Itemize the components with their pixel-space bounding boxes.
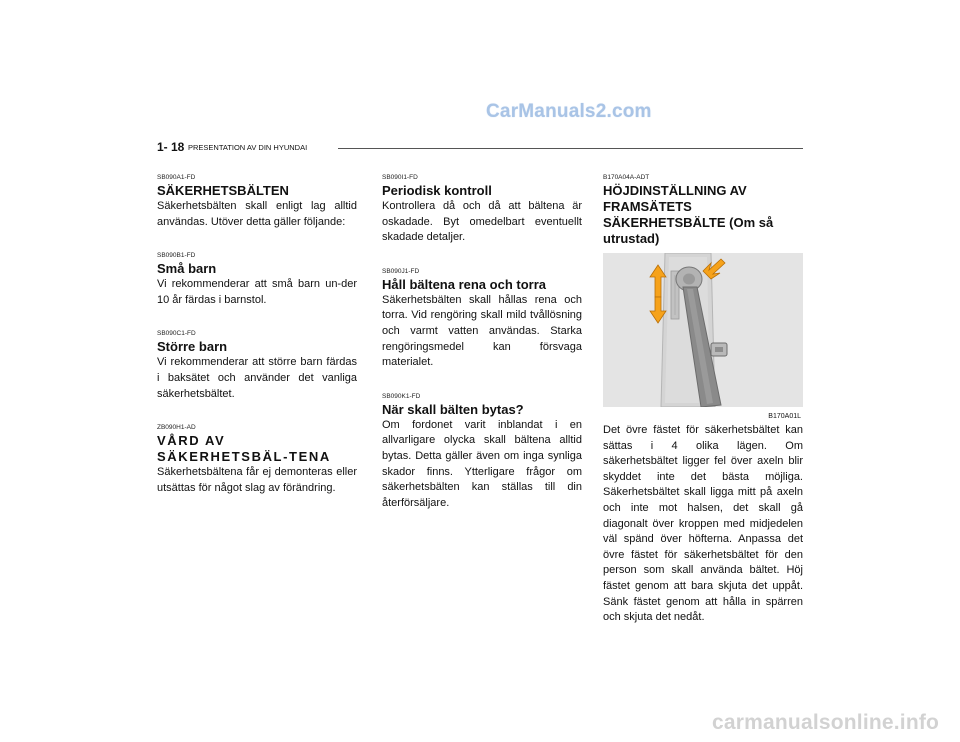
block-small-children <box>157 252 357 308</box>
section-body: Vi rekommenderar att små barn un-der 10 år färdas i barnstol. <box>157 278 357 306</box>
seatbelt-illustration <box>603 253 803 407</box>
section-body: Kontrollera då och då att bältena är oskadade. Byt omedelbart eventuellt skadade detaljer. <box>382 200 582 244</box>
column-2 <box>382 174 582 511</box>
block-seatbelts <box>157 174 357 230</box>
watermark-bottom: carmanualsonline.info <box>712 711 940 734</box>
header-rule <box>338 148 803 149</box>
watermark-top: CarManuals2.com <box>486 101 652 122</box>
block-belt-care <box>157 424 357 496</box>
section-heading: HÖJDINSTÄLLNING AV FRAMSÄTETS SÄKERHETSBÄLTE (Om så utrustad) <box>603 183 774 246</box>
block-older-children <box>157 330 357 402</box>
section-body: Om fordonet varit inblandat i en allvarligare olycka skall bältena alltid bytas. Detta gäller även om inga synliga skador finns. Ytterligare frågor om säkerhetsbälten kan ställas till din återförsäljare. <box>382 418 582 509</box>
section-body: Säkerhetsbältena får ej demonteras eller utsättas för något slag av förändring. <box>157 466 357 494</box>
section-body: Det övre fästet för säkerhetsbältet kan sättas i 4 olika lägen. Om säkerhetsbältet ligger fel över axeln blir skyddet inte det bästa möjliga. Säkerhetsbältet skall ligga mitt på axeln och inte mot halsen, det skall gå diagonalt över kroppen med midjedelen väl spänd över höfterna. Anpassa det övre fästet för säkerhetsbältet för den person som skall använda bältet. Höj fästet genom att bara skjuta det uppåt. Sänk fästet genom att hålla in spärren och skjuta det nedåt. <box>603 424 803 624</box>
section-heading: Större barn <box>157 339 228 355</box>
section-code: ZB090H1-AD <box>157 424 196 432</box>
section-code: SB090A1-FD <box>157 174 196 181</box>
section-body: Säkerhetsbälten skall hållas rena och torra. Vid rengöring skall mild tvållösning och varmt vatten användas. Starka rengöringsmedel kan försvaga materialet. <box>382 293 582 369</box>
section-heading: SÄKERHETSBÄLTEN <box>157 183 289 198</box>
section-code: SB090B1-FD <box>157 252 196 260</box>
section-heading: Periodisk kontroll <box>382 183 492 198</box>
block-replace <box>382 393 582 512</box>
section-heading: VÅRD AV SÄKERHETSBÄL-TENA <box>157 433 331 465</box>
section-code: SB090J1-FD <box>382 267 420 275</box>
section-heading: När skall bälten bytas? <box>382 401 524 417</box>
column-3 <box>603 174 803 626</box>
section-body: Säkerhetsbälten skall enligt lag alltid användas. Utöver detta gäller följande: <box>157 200 357 228</box>
belt-height-figure <box>603 253 803 420</box>
page-number: 1- 18 <box>157 140 185 154</box>
section-code: SB090K1-FD <box>382 392 421 400</box>
section-code: B170A04A-ADT <box>603 174 650 181</box>
column-1 <box>157 174 357 496</box>
section-body: Vi rekommenderar att större barn färdas i baksätet och använder det vanliga säkerhetsbältet. <box>157 356 357 400</box>
page-header <box>157 140 803 156</box>
block-periodic-check <box>382 174 582 246</box>
section-heading: Håll bältena rena och torra <box>382 276 546 292</box>
section-code: SB090C1-FD <box>157 330 196 338</box>
section-code: SB090I1-FD <box>382 174 418 181</box>
section-heading: Små barn <box>157 261 217 277</box>
block-keep-clean <box>382 268 582 371</box>
section-title: PRESENTATION AV DIN HYUNDAI <box>188 143 308 152</box>
figure-code: B170A01L <box>768 413 801 420</box>
